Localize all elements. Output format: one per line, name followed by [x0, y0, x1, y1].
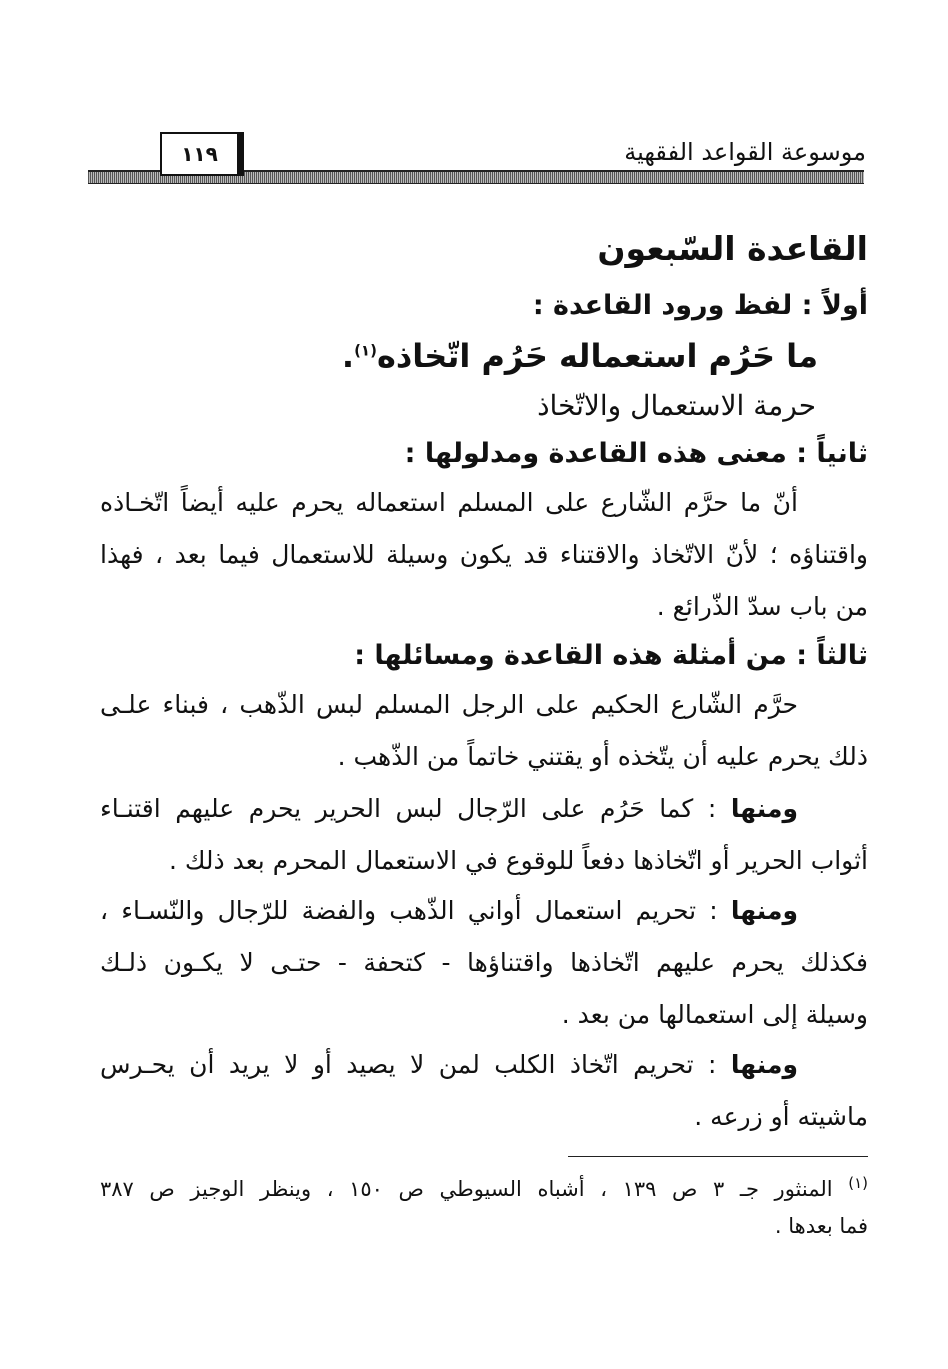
footnote-marker: (١)	[848, 1174, 868, 1192]
lead-word: ومنها	[730, 896, 798, 925]
rule-text-end: .	[341, 337, 355, 375]
footnote-rule	[568, 1156, 868, 1157]
example-line: ماشيته أو زرعه .	[694, 1102, 868, 1131]
meaning-line: من باب سدّ الذّرائع .	[656, 592, 868, 621]
example-line: ومنها : كما حَرُم على الرّجال لبس الحرير يحرم عليهم اقتنـاء	[100, 794, 798, 823]
meaning-line: أنّ ما حرَّم الشّارع على المسلم استعماله يحرم عليه أيضاً اتّخـاذه	[100, 488, 798, 517]
example-line: ومنها : تحريم اتّخاذ الكلب لمن لا يصيد أو لا يريد أن يحـرس	[100, 1050, 798, 1079]
example-line: ومنها : تحريم استعمال أواني الذّهب والفضة للرّجال والنّسـاء ،	[100, 896, 798, 925]
example-line: حرَّم الشّارع الحكيم على الرجل المسلم لبس الذّهب ، فبناء علـى	[100, 690, 798, 719]
example-line: وسيلة إلى استعمالها من بعد .	[561, 1000, 868, 1029]
rule-text-body: ما حَرُم استعماله حَرُم اتّخاذه	[376, 337, 818, 375]
example-line: أثواب الحرير أو اتّخاذها دفعاً للوقوع في الاستعمال المحرم بعد ذلك .	[168, 846, 868, 875]
example-line: فكذلك يحرم عليهم اتّخاذها واقتناؤها - كتحفة - حتـى لا يكـون ذلـك	[100, 948, 868, 977]
footnote-line: $^{(١)}$ المنثور جـ ٣ ص ١٣٩ ، أشباه السيوطي ص ١٥٠ ، وينظر الوجيز ص ٣٨٧	[100, 1174, 868, 1201]
example-line: ذلك يحرم عليه أن يتّخذه أو يقتني خاتماً من الذّهب .	[337, 742, 868, 771]
page-number: ١١٩	[160, 132, 244, 176]
alt-wording: حرمة الاستعمال والاتّخاذ	[537, 389, 816, 422]
section2-heading: ثانياً : معنى هذه القاعدة ومدلولها :	[404, 438, 868, 469]
footnote-marker: (١)	[354, 341, 377, 360]
rule-title: القاعدة السّبعون	[597, 229, 868, 268]
section3-heading: ثالثاً : من أمثلة هذه القاعدة ومسائلها :	[354, 640, 868, 671]
rule-text	[341, 337, 818, 375]
section1-heading: أولاً : لفظ ورود القاعدة :	[532, 290, 868, 321]
meaning-line: واقتناؤه ؛ لأنّ الاتّخاذ والاقتناء قد يكون وسيلة للاستعمال فيما بعد ، فهذا	[100, 540, 868, 569]
book-title: موسوعة القواعد الفقهية	[624, 138, 866, 166]
footnote-line: فما بعدها .	[774, 1214, 868, 1238]
lead-word: ومنها	[730, 794, 798, 823]
lead-word: ومنها	[730, 1050, 798, 1079]
